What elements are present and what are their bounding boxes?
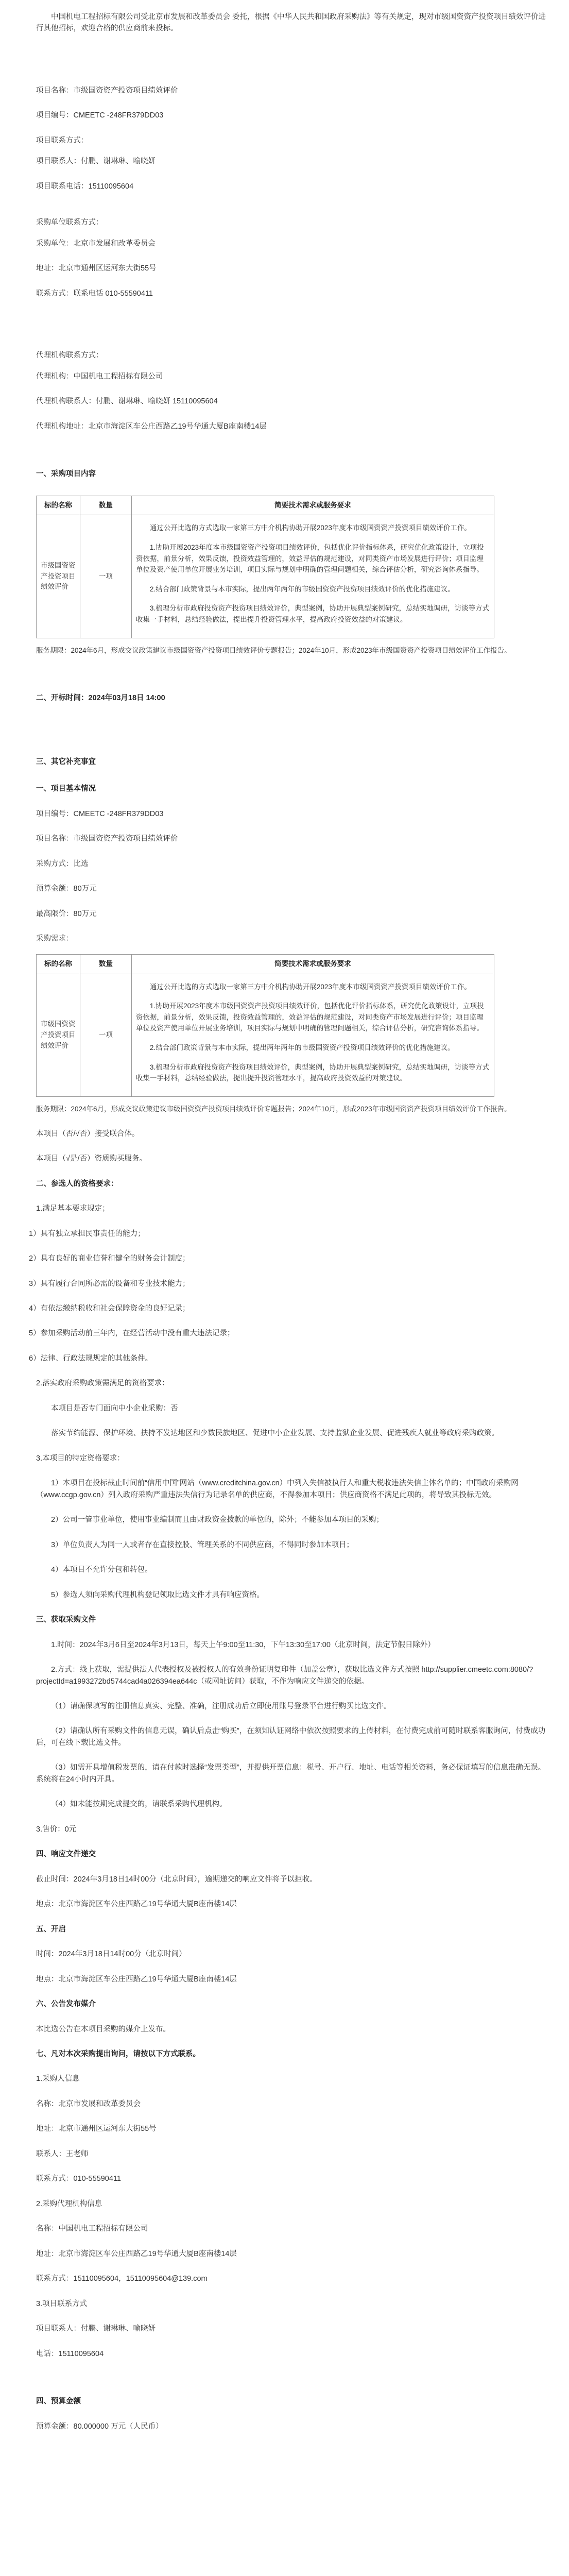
service-period-2: 服务期限：2024年6月，形成交议政策建议市级国资资产投资项目绩效评价专题报告；2024年10月，形成2023年市级国资资产投资项目绩效评价工作报告。	[36, 1105, 511, 1113]
specific-requirements: 3.本项目的特定资格要求：	[36, 1454, 125, 1463]
agency-address: 代理机构地址：北京市海淀区车公庄西路乙19号华通大厦B座南楼14层	[36, 422, 267, 431]
requirement-cell	[131, 974, 494, 1096]
purchaser-title: 采购单位联系方式：	[36, 218, 104, 227]
submission-location: 地点：北京市海淀区车公庄西路乙19号华通大厦B座南楼14层	[36, 1900, 237, 1909]
qualification-item: 3）具有履行合同所必需的设备和专业技术能力；	[29, 1279, 190, 1288]
obtain-docs-title: 三、获取采购文件	[36, 1616, 96, 1624]
table-header: 标的名称	[37, 954, 80, 974]
project-number: 项目编号：CMEETC -248FR379DD03	[36, 111, 164, 120]
project-info-contact: 项目联系人：付鹏、谢琳琳、喻晓妍	[36, 2325, 156, 2333]
opening-time-detail: 时间：2024年3月18日14时00分（北京时间）	[36, 1950, 186, 1959]
table-row	[37, 974, 494, 1096]
purchaser-info-title: 1.采购人信息	[36, 2075, 80, 2083]
item-name-cell: 市级国资资产投资项目绩效评价	[37, 974, 80, 1096]
consortium-note: 本项目（否/√否）接受联合体。	[36, 1129, 140, 1138]
agency-title: 代理机构联系方式：	[36, 351, 104, 360]
project-contact: 项目联系人：付鹏、谢琳琳、喻晓妍	[36, 157, 156, 166]
basic-info-title: 一、项目基本情况	[36, 785, 96, 793]
specific-item: 5）参选人须向采购代理机构登记领取比选文件才具有响应资格。	[51, 1590, 265, 1599]
agency-info-title: 2.采购代理机构信息	[36, 2199, 102, 2208]
sme-note: 本项目是否专门面向中小企业采购：否	[51, 1404, 178, 1413]
table-header: 简要技术需求或服务要求	[131, 496, 494, 515]
purchaser-info-address: 地址：北京市通州区运河东大街55号	[36, 2125, 157, 2133]
purchaser-address: 地址：北京市通州区运河东大街55号	[36, 264, 157, 273]
table-header: 数量	[80, 954, 131, 974]
opening-location: 地点：北京市海淀区车公庄西路乙19号华通大厦B座南楼14层	[36, 1975, 237, 1984]
intro-text: 中国机电工程招标有限公司受北京市发展和改革委员会 委托，根据《中华人民共和国政府采购法》等有关规定，现对市级国资资产投资项目绩效评价进行其他招标，欢迎合格的供应商前来投标。	[36, 13, 546, 33]
purchaser-info-name: 名称：北京市发展和改革委员会	[36, 2099, 141, 2108]
opening-title: 五、开启	[36, 1925, 66, 1934]
service-purchase-note: 本项目（√是/否）资质购买服务。	[36, 1155, 147, 1163]
specific-item: 1）本项目在投标截止时间前“信用中国”网站（www.creditchina.gov.cn）中列入失信被执行人和重大税收违法失信主体名单的；中国政府采购网（www.ccgp.gov.cn）列入政府采购严重违法失信行为记录名单的供应商，不得参加本项目；供应商资格不满足此项的，将导致其投标无效。	[36, 1479, 519, 1499]
project-info-phone: 电话：15110095604	[36, 2349, 104, 2358]
basic-budget: 预算金额：80万元	[36, 885, 97, 893]
submission-deadline: 截止时间：2024年3月18日14时00分（北京时间），逾期递交的响应文件将予以拒收。	[36, 1875, 317, 1884]
specific-item: 3）单位负责人为同一人或者存在直接控股、管理关系的不同供应商，不得同时参加本项目；	[51, 1540, 354, 1549]
agency-info-address: 地址：北京市海淀区车公庄西路乙19号华通大厦B座南楼14层	[36, 2249, 237, 2258]
agency-info-contact: 联系方式：15110095604，15110095604@139.com	[36, 2275, 208, 2283]
basic-project-name: 项目名称：市级国资资产投资项目绩效评价	[36, 835, 178, 843]
section-3-title: 三、其它补充事宜	[36, 757, 96, 766]
table-row	[37, 515, 494, 638]
qualification-item: 4）有依法缴纳税收和社会保障资金的良好记录；	[29, 1304, 190, 1313]
opening-time: 二、开标时间：2024年03月18日 14:00	[36, 693, 165, 702]
qualification-item: 6）法律、行政法规规定的其他条件。	[29, 1354, 153, 1363]
qualification-title: 二、参选人的资格要求：	[36, 1179, 118, 1188]
basic-max-price: 最高限价：80万元	[36, 909, 97, 918]
specific-item: 2）公司一管事业单位，使用事业编制而且由财政资金拨款的单位的，除外；不能参加本项目的采购；	[51, 1516, 384, 1524]
requirement-paragraph: 1.协助开展2023年度本市级国资资产投资项目绩效评价，包括优化评价指标体系，研究优化政策设计，立项投资依据，前景分析，效果反馈，投资效益管理的，效益评估的规范建设，对同类资产市场发展进行评价；项目监理单位及资产使用单位开展业务培训，项目实际与规划中明确的管理问题相关，综合评估分析，研究咨询体系指导。	[135, 1002, 484, 1032]
obtain-method: 2.方式：线上获取，需提供法人代表授权及被授权人的有效身份证明复印件（加盖公章），获取比选文件方式按照 http://supplier.cmeetc.com:8080/?projectId=a1993272bd5744cad4a026394ea644c（或网址访问）获取，不作为响应文件递交的依据。	[36, 1666, 533, 1686]
agency-info-name: 名称：中国机电工程招标有限公司	[36, 2225, 148, 2233]
requirement-paragraph: 2.结合部门政策背景与本市实际，提出两年两年的市级国资资产投资项目绩效评价的优化措施建议。	[149, 1044, 455, 1052]
basic-needs: 采购需求：	[36, 935, 74, 943]
purchaser-info-contact: 联系人：王老师	[36, 2149, 89, 2158]
quantity-cell: 一项	[80, 974, 131, 1096]
qualification-item: 1）具有独立承担民事责任的能力；	[29, 1229, 145, 1238]
purchaser-info-phone: 联系方式：010-55590411	[36, 2175, 121, 2183]
basic-project-no: 项目编号：CMEETC -248FR379DD03	[36, 809, 164, 818]
requirement-paragraph: 3.梳理分析市政府投资资产投资项目绩效评价，典型案例，协助开展典型案例研究，总结实地调研，访谈等方式收集一手材料，总结经验做法，提出提升投资管理水平，提高政府投资效益的对策建议。	[135, 604, 490, 623]
policy-requirements: 2.落实政府采购政策需满足的资格要求：	[36, 1379, 169, 1388]
price: 3.售价：0元	[36, 1825, 77, 1834]
project-info-title: 3.项目联系方式	[36, 2299, 88, 2308]
requirement-paragraph: 3.梳理分析市政府投资资产投资项目绩效评价，典型案例，协助开展典型案例研究，总结实地调研，访谈等方式收集一手材料，总结经验做法，提出提升投资管理水平，提高政府投资效益的对策建议。	[135, 1063, 490, 1082]
budget-title: 四、预算金额	[36, 2397, 81, 2406]
table-header: 简要技术需求或服务要求	[131, 954, 494, 974]
policy-note: 落实节约能源、保护环境、扶持不发达地区和少数民族地区、促进中小企业发展、支持监狱企业发展、促进残疾人就业等政府采购政策。	[51, 1429, 499, 1438]
basic-method: 采购方式：比选	[36, 859, 89, 868]
qualification-basic: 1.满足基本要求规定；	[36, 1205, 110, 1213]
obtain-step: （3）如需开具增值税发票的，请在付款时选择“发票类型”，并提供开票信息：税号、开户行、地址、电话等相关资料，务必保证填写的信息准确无误。系统将在24小时内开具。	[36, 1764, 546, 1784]
item-name-cell: 市级国资资产投资项目绩效评价	[37, 515, 80, 638]
service-period: 服务期限：2024年6月，形成交议政策建议市级国资资产投资项目绩效评价专题报告；2024年10月，形成2023年市级国资资产投资项目绩效评价工作报告。	[36, 646, 511, 654]
submission-title: 四、响应文件递交	[36, 1850, 96, 1859]
table-header: 标的名称	[37, 496, 80, 515]
obtain-step: （1）请确保填写的注册信息真实、完整、准确，注册成功后立即使用账号登录平台进行购买比选文件。	[51, 1702, 391, 1710]
media-text: 本比选公告在本项目采购的媒介上发布。	[36, 2025, 170, 2033]
budget-amount: 预算金额：80.000000 万元（人民币）	[36, 2422, 163, 2431]
project-contact-title: 项目联系方式：	[36, 136, 89, 145]
requirement-paragraph: 2.结合部门政策背景与本市实际，提出两年两年的市级国资资产投资项目绩效评价的优化措施建议。	[149, 585, 455, 593]
agency-contact: 代理机构联系人：付鹏、谢琳琳、喻晓妍 15110095604	[36, 397, 218, 406]
specific-item: 4）本项目不允许分包和转包。	[51, 1566, 152, 1574]
obtain-step: （4）如未能按期完成提交的，请联系采购代理机构。	[51, 1800, 227, 1809]
contact-section-title: 七、凡对本次采购提出询问，请按以下方式联系。	[36, 2050, 200, 2058]
obtain-time: 1.时间：2024年3月6日至2024年3月13日，每天上午9:00至11:30，下午13:30至17:00（北京时间，法定节假日除外）	[51, 1640, 435, 1649]
project-name: 项目名称：市级国资资产投资项目绩效评价	[36, 86, 178, 95]
project-phone: 项目联系电话：15110095604	[36, 182, 134, 191]
requirement-paragraph: 1.协助开展2023年度本市级国资资产投资项目绩效评价，包括优化评价指标体系，研究优化政策设计，立项投资依据，前景分析，效果反馈，投资效益管理的，效益评估的规范建设，对同类资产市场发展进行评价；项目监理单位及资产使用单位开展业务培训，项目实际与规划中明确的管理问题相关，综合评估分析，研究咨询体系指导。	[135, 544, 484, 574]
qualification-item: 2）具有良好的商业信誉和健全的财务会计制度；	[29, 1255, 190, 1263]
requirements-table-1	[36, 496, 494, 638]
media-title: 六、公告发布媒介	[36, 2000, 96, 2009]
quantity-cell: 一项	[80, 515, 131, 638]
table-header: 数量	[80, 496, 131, 515]
section-1-title: 一、采购项目内容	[36, 470, 96, 479]
requirement-cell	[131, 515, 494, 638]
purchaser-unit: 采购单位：北京市发展和改革委员会	[36, 239, 156, 248]
qualification-item: 5）参加采购活动前三年内，在经营活动中没有重大违法记录；	[29, 1329, 235, 1338]
obtain-step: （2）请确认所有采购文件的信息无误，确认后点击“购买”，在须知认证网络中依次按照要求的上传材料，在付费完成前可随时联系客服询问，付费成功后，可在线下载比选文件。	[36, 1727, 546, 1747]
requirement-paragraph: 通过公开比选的方式选取一家第三方中介机构协助开展2023年度本市级国资资产投资项目绩效评价工作。	[149, 982, 471, 991]
requirement-paragraph: 通过公开比选的方式选取一家第三方中介机构协助开展2023年度本市级国资资产投资项目绩效评价工作。	[149, 524, 471, 532]
purchaser-phone: 联系方式：联系电话 010-55590411	[36, 289, 153, 298]
requirements-table-2	[36, 954, 494, 1097]
agency-name: 代理机构：中国机电工程招标有限公司	[36, 372, 163, 381]
